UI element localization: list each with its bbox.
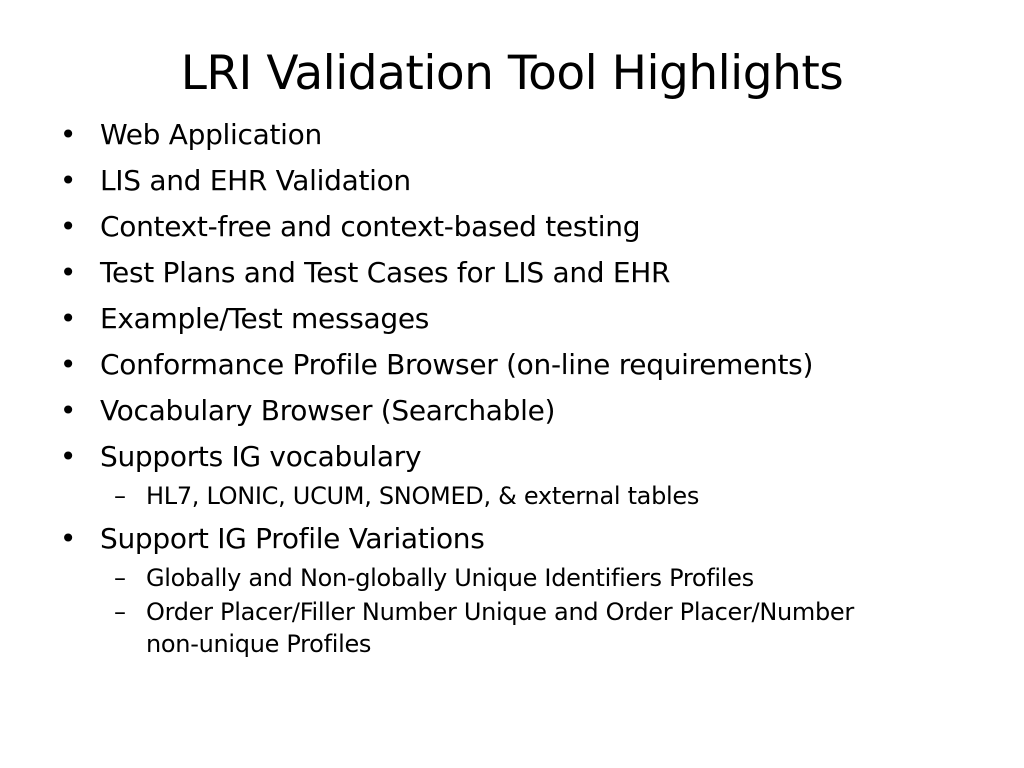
sub-bullet-marker: –: [114, 482, 126, 510]
bullet-text: Conformance Profile Browser (on-line requirements): [100, 348, 814, 381]
bullet-text: LIS and EHR Validation: [100, 164, 411, 197]
bullet-item: [58, 440, 998, 480]
bullet-item: [58, 302, 998, 348]
bullet-marker: •: [59, 302, 77, 335]
bullet-item: [58, 210, 998, 256]
sub-list: [58, 562, 998, 660]
sub-list: [58, 480, 998, 512]
bullet-text: Vocabulary Browser (Searchable): [100, 394, 556, 427]
bullet-item: [58, 118, 998, 164]
bullet-item: [58, 256, 998, 302]
bullet-marker: •: [59, 256, 77, 289]
bullet-text: Test Plans and Test Cases for LIS and EHR: [100, 256, 671, 289]
bullet-marker: •: [59, 164, 77, 197]
bullet-item: [58, 522, 998, 562]
bullet-text: Example/Test messages: [100, 302, 430, 335]
bullet-item: [58, 348, 998, 394]
bullet-marker: •: [59, 394, 77, 427]
bullet-text: Supports IG vocabulary: [100, 440, 422, 473]
sub-bullet-item: [58, 596, 998, 660]
bullet-marker: •: [59, 522, 77, 555]
bullet-marker: •: [59, 210, 77, 243]
sub-bullet-marker: –: [114, 564, 126, 592]
sub-bullet-text: HL7, LONIC, UCUM, SNOMED, & external tables: [146, 482, 700, 510]
bullet-text: Context-free and context-based testing: [100, 210, 641, 243]
bullet-marker: •: [59, 118, 77, 151]
sub-bullet-marker: –: [114, 598, 126, 626]
slide-title: LRI Validation Tool Highlights: [180, 46, 844, 101]
sub-bullet-text: Globally and Non-globally Unique Identifiers Profiles: [146, 564, 754, 592]
sub-bullet-item: [58, 480, 998, 512]
sub-bullet-item: [58, 562, 998, 594]
bullet-text: Web Application: [100, 118, 322, 151]
bullet-item: [58, 394, 998, 440]
sub-bullet-text: Order Placer/Filler Number Unique and Order Placer/Number non-unique Profiles: [146, 598, 854, 658]
bullet-item: [58, 164, 998, 210]
bullet-text: Support IG Profile Variations: [100, 522, 485, 555]
bullet-marker: •: [59, 348, 77, 381]
bullet-list: [58, 118, 998, 670]
bullet-marker: •: [59, 440, 77, 473]
